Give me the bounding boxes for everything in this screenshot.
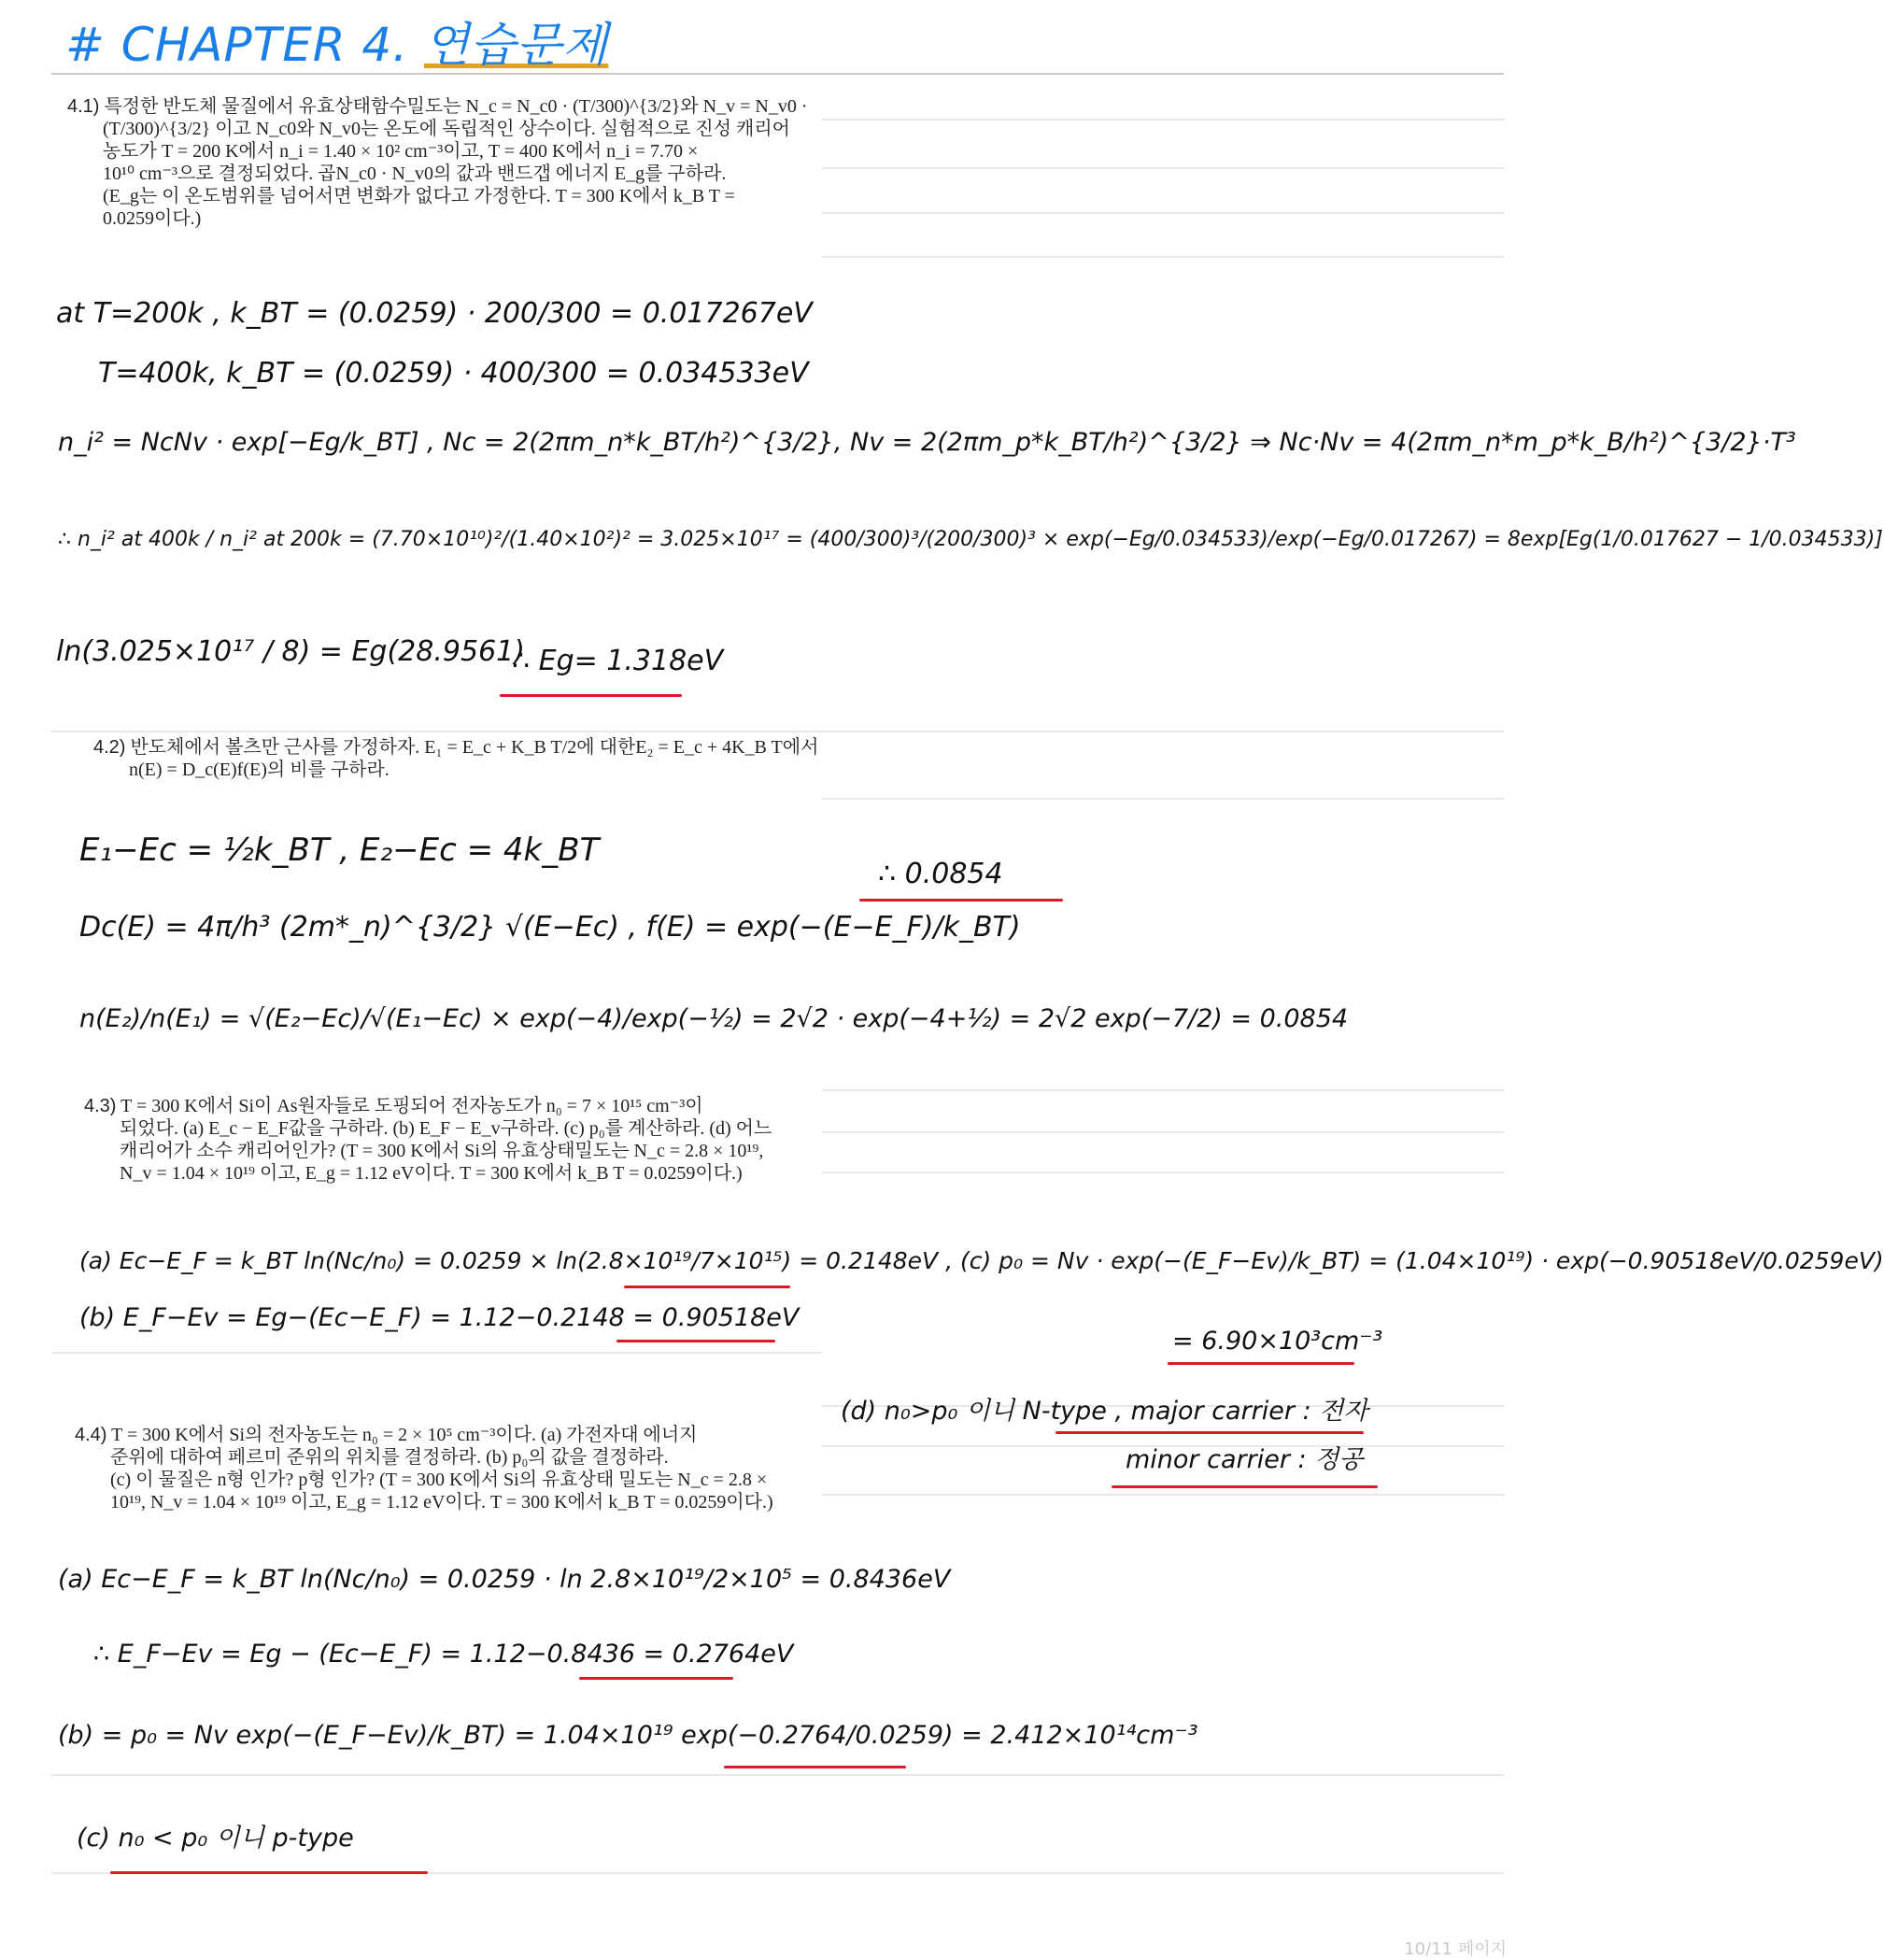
problem-text-line: T = 300 K에서 Si의 전자농도는 n₀ = 2 × 10⁵ cm⁻³이다. (a) 가전자대 에너지 — [111, 1425, 698, 1445]
problem-number: 4.1) — [67, 96, 100, 117]
solution-4-1-line-5: ln(3.025×10¹⁷ / 8) = Eg(28.9561) — [56, 635, 525, 668]
solution-4-3-line-a: (a) Ec−E_F = k_BT ln(Nc/n₀) = 0.0259 × ln(2.8×10¹⁹/7×10¹⁵) = 0.2148eV , (c) p₀ = Nv · exp(−(E_F−Ev)/k_BT) = (1.04×10¹⁹) · exp(−0.90518eV/0.0259eV) — [79, 1247, 1884, 1274]
answer-4-3-d-minor-underline — [1112, 1485, 1378, 1488]
problem-text-line: 준위에 대하여 페르미 준위의 위치를 결정하라. (b) p₀의 값을 결정하라. — [110, 1447, 669, 1468]
answer-4-4-b: 2.412×10¹⁴cm⁻³ — [990, 1721, 1198, 1750]
answer-4-4-a: 0.2764eV — [672, 1640, 794, 1669]
title-main: # CHAPTER 4. — [65, 18, 409, 72]
problem-number: 4.3) — [84, 1096, 117, 1116]
problem-4-3 — [84, 1095, 772, 1185]
answer-4-4-b-underline — [724, 1766, 906, 1768]
page-indicator: 10/11 페이지 — [1404, 1939, 1507, 1959]
answer-4-1-underline — [500, 694, 682, 697]
problem-number: 4.2) — [93, 737, 126, 758]
answer-4-3-c: = 6.90×10³cm⁻³ — [1172, 1327, 1383, 1356]
answer-4-3-d-minor: minor carrier : 정공 — [1126, 1445, 1364, 1474]
answer-4-4-c: (c) n₀ < p₀ 이니 p-type — [77, 1824, 354, 1853]
solution-4-1-line-4: ∴ n_i² at 400k / n_i² at 200k = (7.70×10¹⁰)²/(1.40×10²)² = 3.025×10¹⁷ = (400/300)³/(200/300)³ × exp(−Eg/0.034533)/exp(−Eg/0.017267) = 8exp[Eg(1/0.017627 − 1/0.034533)] — [58, 528, 1883, 551]
solution-4-4-line-b: (b) = p₀ = Nv exp(−(E_F−Ev)/k_BT) = 1.04×10¹⁹ exp(−0.2764/0.0259) = 2.412×10¹⁴cm⁻³ — [58, 1721, 1198, 1750]
problem-text-line: 농도가 T = 200 K에서 n_i = 1.40 × 10² cm⁻³이고, T = 400 K에서 n_i = 7.70 × — [103, 141, 699, 162]
problem-text-line: T = 300 K에서 Si이 As원자들로 도핑되어 전자농도가 n₀ = 7 × 10¹⁵ cm⁻³이 — [120, 1096, 703, 1116]
answer-4-3-b: 0.90518eV — [661, 1303, 800, 1332]
solution-4-1-line-3: n_i² = NcNv · exp[−Eg/k_BT] , Nc = 2(2πm_n*k_BT/h²)^{3/2}, Nv = 2(2πm_p*k_BT/h²)^{3/2} ⇒ Nc·Nv = 4(2πm_n*m_p*k_B/h²)^{3/2}·T³ — [58, 428, 1796, 457]
problem-text-line: 특정한 반도체 물질에서 유효상태함수밀도는 N_c = N_c0 · (T/300)^{3/2}와 N_v = N_v0 · — [104, 96, 808, 117]
problem-text-line: 10¹⁹, N_v = 1.04 × 10¹⁹ 이고, E_g = 1.12 eV이다. T = 300 K에서 k_B T = 0.0259이다.) — [110, 1492, 773, 1513]
answer-4-2: ∴ 0.0854 — [878, 858, 1003, 890]
solution-4-3-line-b: (b) E_F−Ev = Eg−(Ec−E_F) = 1.12−0.2148 = 0.90518eV — [79, 1303, 800, 1332]
problem-text-line: n(E) = D_c(E)f(E)의 비를 구하라. — [129, 760, 390, 780]
problem-4-4 — [75, 1424, 773, 1513]
problem-text-line: (E_g는 이 온도범위를 넘어서면 변화가 없다고 가정한다. T = 300 K에서 k_B T = — [103, 186, 735, 206]
solution-4-4-line-ef: ∴ E_F−Ev = Eg − (Ec−E_F) = 1.12−0.8436 = 0.2764eV — [93, 1640, 794, 1669]
problem-text-line: N_v = 1.04 × 10¹⁹ 이고, E_g = 1.12 eV이다. T = 300 K에서 k_B T = 0.0259이다.) — [120, 1163, 743, 1184]
title-suffix: 연습문제 — [424, 18, 609, 72]
solution-4-2-line-3: n(E₂)/n(E₁) = √(E₂−Ec)/√(E₁−Ec) × exp(−4)/exp(−½) = 2√2 · exp(−4+½) = 2√2 exp(−7/2) = 0.0854 — [79, 1004, 1349, 1033]
problem-number: 4.4) — [75, 1425, 107, 1445]
problem-text-line: (c) 이 물질은 n형 인가? p형 인가? (T = 300 K에서 Si의 유효상태 밀도는 N_c = 2.8 × — [110, 1470, 768, 1490]
answer-4-4-c-underline — [110, 1871, 428, 1874]
problem-4-1 — [67, 95, 808, 230]
problem-text-line: 되었다. (a) E_c − E_F값을 구하라. (b) E_F − E_v구하라. (c) p₀를 계산하라. (d) 어느 — [120, 1118, 772, 1139]
answer-4-3-d-underline — [1055, 1431, 1364, 1434]
answer-4-3-b-underline — [616, 1340, 775, 1342]
problem-text-line: 0.0259이다.) — [103, 208, 202, 229]
problem-text-line: 반도체에서 볼츠만 근사를 가정하자. E₁ = E_c + K_B T/2에 대한E₂ = E_c + 4K_B T에서 — [130, 737, 819, 758]
solution-4-2-line-1: E₁−Ec = ½k_BT , E₂−Ec = 4k_BT — [79, 831, 600, 869]
solution-4-2-line-2: Dc(E) = 4π/h³ (2m*_n)^{3/2} √(E−Ec) , f(E) = exp(−(E−E_F)/k_BT) — [79, 911, 1021, 944]
solution-4-4-line-a: (a) Ec−E_F = k_BT ln(Nc/n₀) = 0.0259 · ln 2.8×10¹⁹/2×10⁵ = 0.8436eV — [58, 1565, 951, 1594]
solution-4-1-line-1: at T=200k , k_BT = (0.0259) · 200/300 = 0.017267eV — [56, 297, 813, 330]
problem-4-2 — [93, 736, 818, 781]
answer-4-3-a-underline — [624, 1285, 790, 1288]
answer-4-1: ∴ Eg= 1.318eV — [512, 645, 724, 677]
answer-4-3-a: 0.2148eV — [826, 1247, 939, 1274]
answer-4-3-c-underline — [1168, 1362, 1354, 1365]
answer-4-2-underline — [859, 899, 1063, 902]
solution-4-1-line-2: T=400k, k_BT = (0.0259) · 400/300 = 0.034533eV — [98, 357, 809, 390]
answer-4-4-a-underline — [579, 1677, 733, 1680]
problem-text-line: 10¹⁰ cm⁻³으로 결정되었다. 곱N_c0 · N_v0의 값과 밴드갭 에너지 E_g를 구하라. — [103, 163, 727, 184]
problem-text-line: (T/300)^{3/2} 이고 N_c0와 N_v0는 온도에 독립적인 상수이다. 실험적으로 진성 캐리어 — [103, 119, 790, 139]
problem-text-line: 캐리어가 소수 캐리어인가? (T = 300 K에서 Si의 유효상태밀도는 N_c = 2.8 × 10¹⁹, — [120, 1141, 764, 1161]
answer-4-3-d: (d) n₀>p₀ 이니 N-type , major carrier : 전자 — [841, 1397, 1368, 1426]
page-title — [65, 7, 608, 75]
